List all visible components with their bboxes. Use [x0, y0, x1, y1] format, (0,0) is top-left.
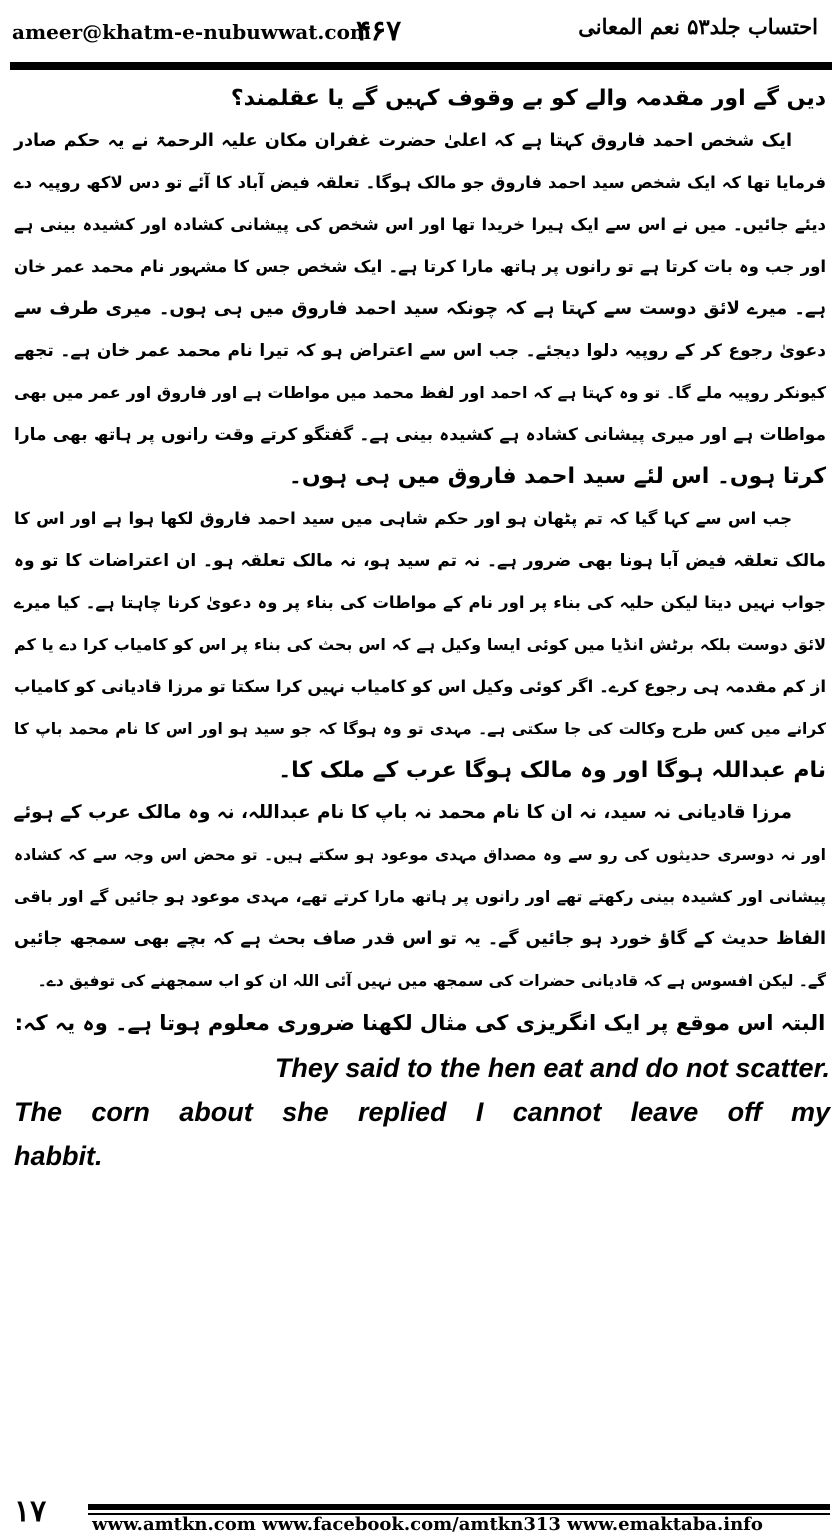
urdu-body-text — [0, 78, 840, 1044]
text-line: از کم مقدمہ ہی رجوع کرے۔ اگر کوئی وکیل اس کو کامیاب نہیں کرا سکتا تو مرزا قادیانی کو کامیاب — [14, 677, 826, 696]
text-line: مرزا قادیانی نہ سید، نہ ان کا نام محمد نہ باپ کا نام عبداللہ، نہ وہ مالک عرب کے ہوئے — [13, 802, 792, 823]
page-footer — [0, 1488, 840, 1540]
text-line: دعویٰ رجوع کر کے روپیہ دلوا دیجئے۔ جب اس سے اعتراض ہو کہ تیرا نام محمد عمر خان ہے۔ تجھے — [14, 341, 826, 361]
text-line: کرتا ہوں۔ اس لئے سید احمد فاروق میں ہی ہوں۔ — [288, 464, 826, 489]
footer-folio: ۱۷ — [14, 1494, 47, 1529]
header-page-number: ۴۶۷ — [356, 14, 402, 47]
header-rule — [10, 62, 832, 70]
text-line: کرانے میں کس طرح وکالت کی جا سکتی ہے۔ مہدی تو وہ ہوگا کہ جو سید ہو اور اس کا نام محمد باپ کا — [14, 720, 826, 738]
english-quote-line: habbit. — [14, 1141, 103, 1171]
text-line: مالک تعلقہ فیض آبا ہونا بھی ضرور ہے۔ نہ تم سید ہو، نہ مالک تعلقہ ہو۔ ان اعتراضات کا تو وہ — [14, 551, 826, 571]
text-line: کیونکر روپیہ ملے گا۔ تو وہ کہتا ہے کہ احمد اور لفظ محمد میں مواطات ہے اور فاروق اور عمر میں بھی — [14, 383, 826, 402]
text-line: الفاظ حدیث کے گاؤ خورد ہو جائیں گے۔ یہ تو اس قدر صاف بحث ہے کہ بچے بھی سمجھ جائیں — [14, 929, 826, 949]
english-quote-line: They said to the hen eat and do not scatter. — [274, 1053, 830, 1083]
header-email: ameer@khatm-e-nubuwwat.com — [12, 20, 372, 44]
text-line: البتہ اس موقع پر ایک انگریزی کی مثال لکھنا ضروری معلوم ہوتا ہے۔ وہ یہ کہ: — [14, 1011, 826, 1035]
footer-rule — [88, 1504, 830, 1510]
text-line: مواطات ہے اور میری پیشانی کشادہ ہے کشیدہ بینی ہے۔ گفتگو کرتے وقت رانوں پر ہاتھ بھی مارا — [14, 425, 826, 445]
text-line: نام عبداللہ ہوگا اور وہ مالک ہوگا عرب کے ملک کا۔ — [278, 758, 826, 783]
text-line: اور نہ دوسری حدیثوں کی رو سے وہ مصداق مہدی موعود ہو سکتے ہیں۔ تو محض اس وجہ سے کہ کشادہ — [14, 846, 826, 864]
header-book-title: احتساب جلد۵۳ نعم المعانی — [578, 14, 818, 39]
english-quote — [0, 1046, 840, 1178]
english-quote-line: The corn about she replied I cannot leave off my — [14, 1097, 830, 1127]
text-line: دیئے جائیں۔ میں نے اس سے ایک ہیرا خریدا تھا اور اس شخص کی پیشانی کشادہ اور کشیدہ بینی ہے — [14, 215, 826, 234]
text-line: ایک شخص احمد فاروق کہتا ہے کہ اعلیٰ حضرت غفران مکان علیہ الرحمۃ نے یہ حکم صادر — [14, 131, 792, 151]
text-line: جب اس سے کہا گیا کہ تم پٹھان ہو اور حکم شاہی میں سید احمد فاروق لکھا ہوا ہے اور اس کا — [14, 509, 792, 528]
text-line: ہے۔ میرے لائق دوست سے کہتا ہے کہ چونکہ سید احمد فاروق میں ہی ہوں۔ میری طرف سے — [14, 298, 826, 319]
text-line: گے۔ لیکن افسوس ہے کہ قادیانی حضرات کی سمجھ میں نہیں آئی اللہ ان کو اب سمجھنے کی توفیق دے۔ — [37, 972, 826, 990]
text-line: دیں گے اور مقدمہ والے کو بے وقوف کہیں گے یا عقلمند؟ — [230, 86, 826, 111]
page-header — [0, 0, 840, 58]
text-line: پیشانی اور کشیدہ بینی رکھتے تھے اور رانوں پر ہاتھ مارا کرتے تھے، مہدی موعود ہو جائیں گے اور باقی — [14, 887, 826, 906]
footer-links: www.amtkn.com www.facebook.com/amtkn313 www.emaktaba.info — [92, 1514, 763, 1535]
text-line: فرمایا تھا کہ ایک شخص سید احمد فاروق جو مالک ہوگا۔ تعلقہ فیض آباد کا آئے تو دس لاکھ روپیہ دے — [14, 173, 826, 192]
text-line: اور جب وہ بات کرتا ہے تو رانوں پر ہاتھ مارا کرتا ہے۔ ایک شخص جس کا مشہور نام محمد عمر خان — [14, 257, 826, 276]
text-line: لائق دوست بلکہ برٹش انڈیا میں کوئی ایسا وکیل ہے کہ اس بحث کی بناء پر اس کو کامیاب کرا دے یا کم — [14, 635, 826, 654]
text-line: جواب نہیں دیتا لیکن حلیہ کی بناء پر اور نام کے مواطات کی بناء پر وہ دعویٰ کرنا چاہتا ہے۔ کیا میرے — [14, 593, 826, 612]
